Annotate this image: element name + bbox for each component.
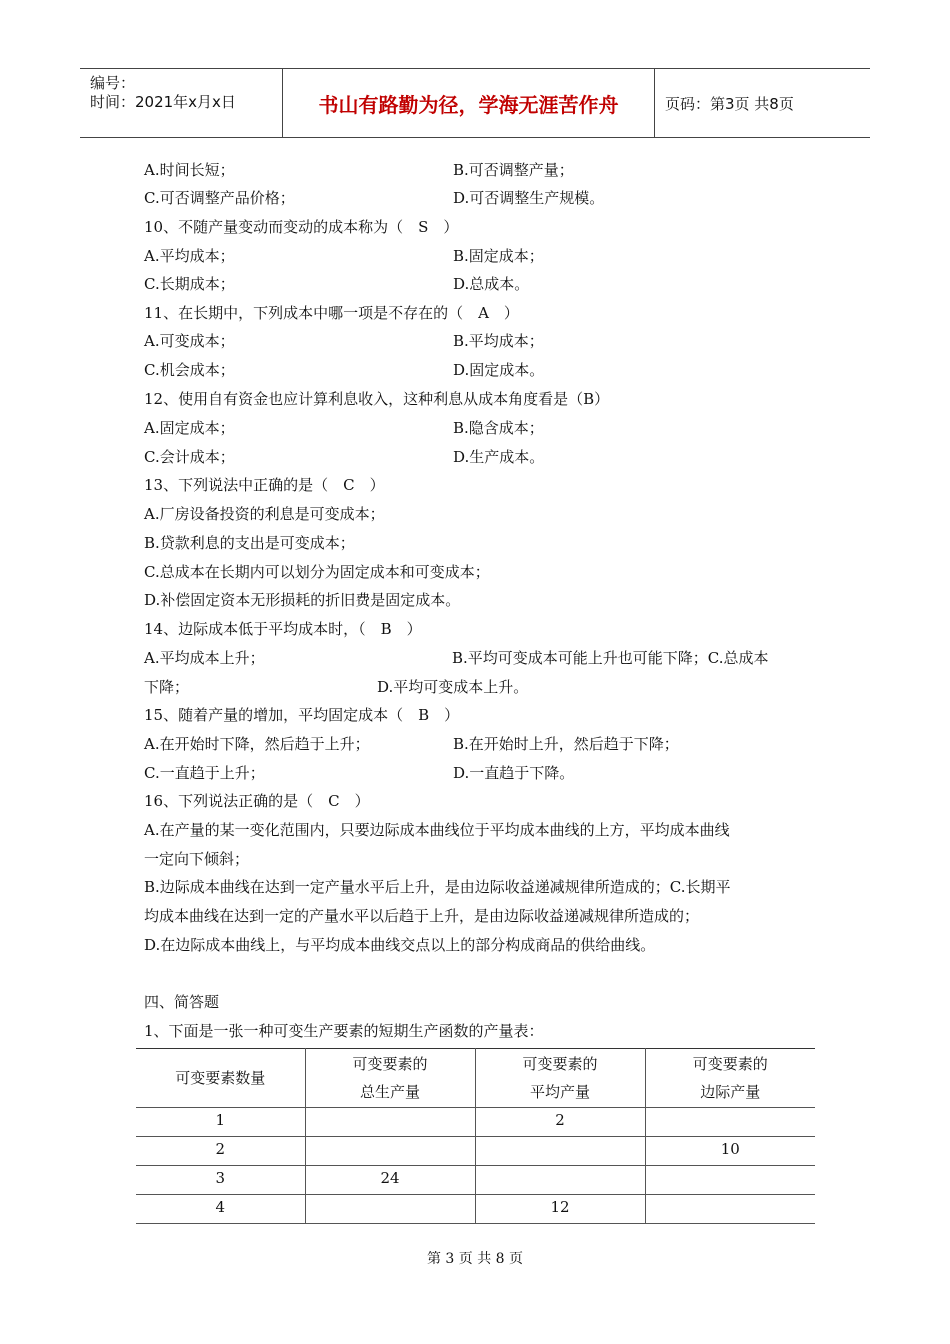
table-row — [136, 1137, 815, 1166]
option-line: C.一直趋于上升； — [144, 764, 265, 782]
table-cell — [475, 1137, 645, 1166]
table-cell: 10 — [645, 1137, 815, 1166]
option-line: 一定向下倾斜； — [144, 850, 250, 868]
option-line: D.总成本。 — [453, 275, 530, 293]
table-row — [136, 1108, 815, 1137]
section-heading: 四、简答题 — [144, 993, 220, 1011]
table-cell: 12 — [475, 1195, 645, 1224]
table-cell: 24 — [305, 1166, 475, 1195]
option-line: B.隐含成本； — [453, 419, 544, 437]
option-line: B.可否调整产量； — [453, 161, 574, 179]
option-line: D.生产成本。 — [453, 448, 545, 466]
header-meta — [80, 69, 283, 137]
page-indicator: 页码：第3页 共8页 — [665, 94, 794, 113]
option-line: D.一直趋于下降。 — [453, 764, 575, 782]
table-cell — [305, 1195, 475, 1224]
table-cell — [305, 1108, 475, 1137]
option-line: C.总成本在长期内可以划分为固定成本和可变成本； — [144, 563, 490, 581]
question-line: 14、边际成本低于平均成本时，（ B ） — [144, 620, 422, 638]
option-line: B.平均成本； — [453, 332, 544, 350]
header-motto: 书山有路勤为径，学海无涯苦作舟 — [283, 69, 655, 137]
option-line: C.长期成本； — [144, 275, 235, 293]
question-line: 16、下列说法正确的是（ C ） — [144, 792, 370, 810]
table-header-row — [136, 1049, 815, 1108]
column-header: 可变要素的 边际产量 — [645, 1049, 815, 1108]
option-line: D.平均可变成本上升。 — [377, 678, 529, 696]
question-line: 10、不随产量变动而变动的成本称为（ S ） — [144, 218, 459, 236]
option-line: A.厂房设备投资的利息是可变成本； — [144, 505, 385, 523]
option-line: B.固定成本； — [453, 247, 544, 265]
table-row — [136, 1166, 815, 1195]
question-line: 1、下面是一张一种可变生产要素的短期生产函数的产量表： — [144, 1022, 544, 1040]
table-cell — [645, 1108, 815, 1137]
option-line: D.补偿固定资本无形损耗的折旧费是固定成本。 — [144, 591, 461, 609]
option-line: D.可否调整生产规模。 — [453, 189, 605, 207]
table-cell — [305, 1137, 475, 1166]
option-line: A.平均成本上升； — [144, 649, 265, 667]
number-label: 编号： — [90, 74, 136, 92]
date-label: 时间：2021年x月x日 — [90, 93, 236, 111]
option-line: B.边际成本曲线在达到一定产量水平后上升，是由边际收益递减规律所造成的；C.长期平 — [144, 878, 731, 896]
column-header: 可变要素的 平均产量 — [475, 1049, 645, 1108]
option-line: C.可否调整产品价格； — [144, 189, 295, 207]
question-line: 15、随着产量的增加，平均固定成本（ B ） — [144, 706, 460, 724]
table-cell: 1 — [136, 1108, 305, 1137]
column-header: 可变要素的 总生产量 — [305, 1049, 475, 1108]
table-cell — [645, 1166, 815, 1195]
table-cell — [475, 1166, 645, 1195]
option-line: C.会计成本； — [144, 448, 235, 466]
table-cell: 3 — [136, 1166, 305, 1195]
table-cell: 2 — [475, 1108, 645, 1137]
question-line: 11、在长期中，下列成本中哪一项是不存在的（ A ） — [144, 304, 519, 322]
option-line: 均成本曲线在达到一定的产量水平以后趋于上升，是由边际收益递减规律所造成的； — [144, 907, 700, 925]
question-line: 13、下列说法中正确的是（ C ） — [144, 476, 385, 494]
option-line: B.平均可变成本可能上升也可能下降；C.总成本 — [452, 649, 769, 667]
table-cell: 2 — [136, 1137, 305, 1166]
table-row — [136, 1195, 815, 1224]
question-line: 12、使用自有资金也应计算利息收入，这种利息从成本角度看是（B） — [144, 390, 610, 408]
page-header — [80, 68, 870, 138]
option-line: A.在开始时下降，然后趋于上升； — [144, 735, 370, 753]
option-line: A.平均成本； — [144, 247, 235, 265]
option-line: B.贷款利息的支出是可变成本； — [144, 534, 355, 552]
option-line: C.机会成本； — [144, 361, 235, 379]
option-line: B.在开始时上升，然后趋于下降； — [453, 735, 679, 753]
table-cell — [645, 1195, 815, 1224]
table-cell: 4 — [136, 1195, 305, 1224]
page-footer: 第 3 页 共 8 页 — [426, 1251, 524, 1267]
option-line: 下降； — [144, 678, 190, 696]
column-header: 可变要素数量 — [136, 1049, 305, 1108]
option-line: A.固定成本； — [144, 419, 235, 437]
option-line: D.在边际成本曲线上，与平均成本曲线交点以上的部分构成商品的供给曲线。 — [144, 936, 656, 954]
option-line: A.时间长短； — [144, 161, 235, 179]
option-line: A.在产量的某一变化范围内，只要边际成本曲线位于平均成本曲线的上方，平均成本曲线 — [144, 821, 730, 839]
option-line: A.可变成本； — [144, 332, 235, 350]
production-table — [136, 1048, 815, 1224]
option-line: D.固定成本。 — [453, 361, 545, 379]
